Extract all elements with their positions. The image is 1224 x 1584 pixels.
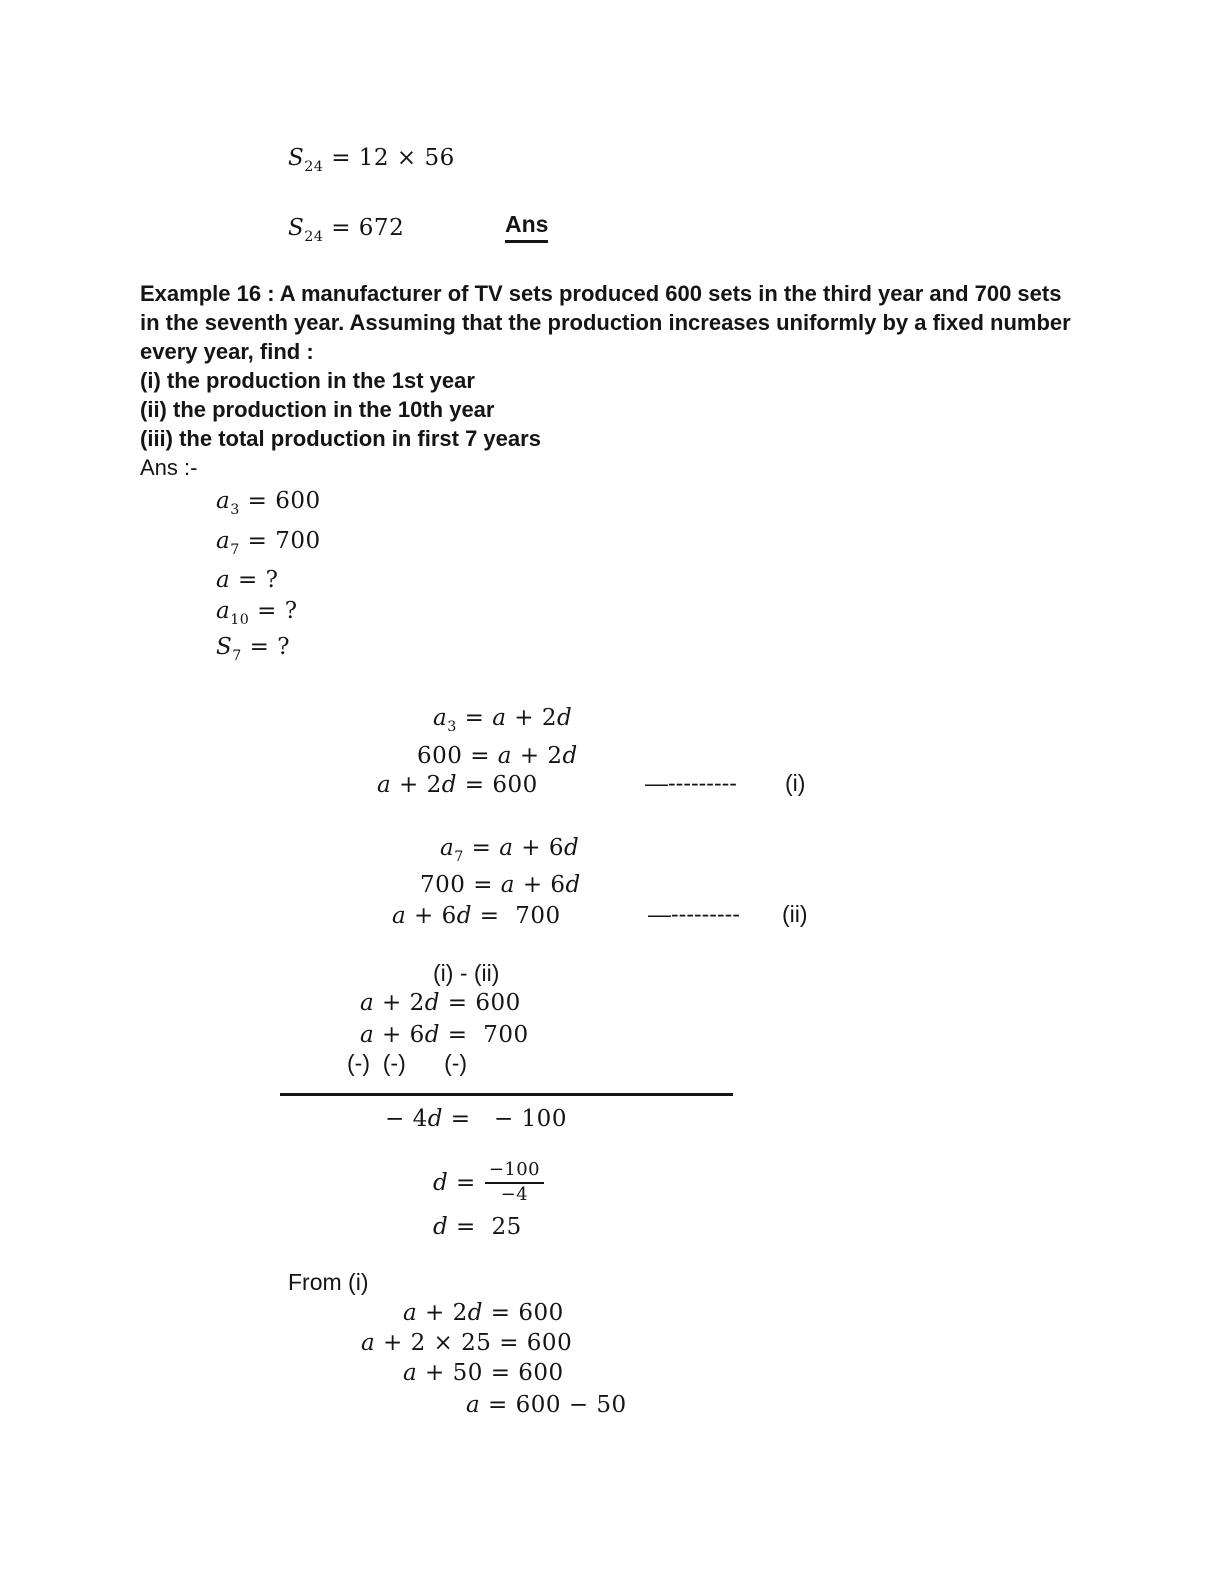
- equation-600-substitution: 600 = a + 2d: [417, 743, 578, 769]
- subtraction-eq-ii: a + 6d = 700: [360, 1022, 529, 1048]
- fraction: [485, 1160, 544, 1205]
- subtraction-title: (i) - (ii): [433, 960, 500, 986]
- given-a7: $a_7 = 700$: [216, 528, 321, 559]
- answer-prefix: Ans :-: [140, 455, 198, 480]
- question-item-ii: (ii) the production in the 10th year: [140, 397, 495, 422]
- equation-a7-expansion: $a_7 = a + 6d$: [440, 835, 580, 866]
- fraction-denominator: −4: [500, 1183, 529, 1205]
- fraction-numerator: −100: [485, 1160, 544, 1184]
- example-heading-line-3: every year, find :: [140, 339, 314, 364]
- example-heading-line-1: Example 16 : A manufacturer of TV sets produced 600 sets in the third year and 700 sets: [140, 281, 1062, 306]
- given-s7: $S_7$ = ?: [216, 634, 291, 665]
- fraction-lhs: d =: [433, 1169, 476, 1196]
- question-item-i: (i) the production in the 1st year: [140, 368, 475, 393]
- equation-a3-expansion: $a_3 = a + 2d$: [433, 705, 573, 736]
- equation-a-step-1: a + 2d = 600: [403, 1300, 564, 1326]
- equation-ii-final: a + 6d = 700: [392, 903, 561, 929]
- subtraction-eq-i: a + 2d = 600: [360, 990, 521, 1016]
- dash-leader-ii: —---------: [648, 901, 740, 927]
- equation-a-step-3: a + 50 = 600: [403, 1360, 564, 1386]
- equation-i-final: a + 2d = 600: [377, 772, 538, 798]
- dash-leader-i: —---------: [645, 770, 737, 796]
- equation-a-step-4: a = 600 − 50: [466, 1392, 627, 1418]
- equation-d-fraction: [433, 1160, 544, 1205]
- equation-d-result: d = 25: [433, 1214, 522, 1240]
- example-statement: [140, 279, 1071, 482]
- subtraction-result: − 4d = − 100: [385, 1106, 567, 1132]
- example-heading-line-2: in the seventh year. Assuming that the production increases uniformly by a fixed number: [140, 310, 1071, 335]
- equation-label-ii: (ii): [782, 901, 808, 927]
- equation-700-substitution: 700 = a + 6d: [420, 872, 581, 898]
- answer-label: Ans: [505, 211, 548, 243]
- question-item-iii: (iii) the total production in first 7 years: [140, 426, 541, 451]
- given-a: a = ?: [216, 567, 279, 593]
- given-a10: $a_{10}$ = ?: [216, 598, 298, 629]
- equation-label-i: (i): [785, 770, 806, 796]
- equation-s24-result: $S_{24} = 672$: [288, 215, 405, 246]
- equation-s24-product: $S_{24} = 12 \times 56$: [288, 145, 455, 176]
- equation-a-step-2: a + 2 × 25 = 600: [361, 1330, 573, 1356]
- from-i-label: From (i): [288, 1269, 369, 1295]
- given-a3: $a_3 = 600$: [216, 488, 321, 519]
- subtraction-rule-line: [280, 1093, 733, 1096]
- minus-signs-row: (-) (-) (-): [347, 1050, 468, 1076]
